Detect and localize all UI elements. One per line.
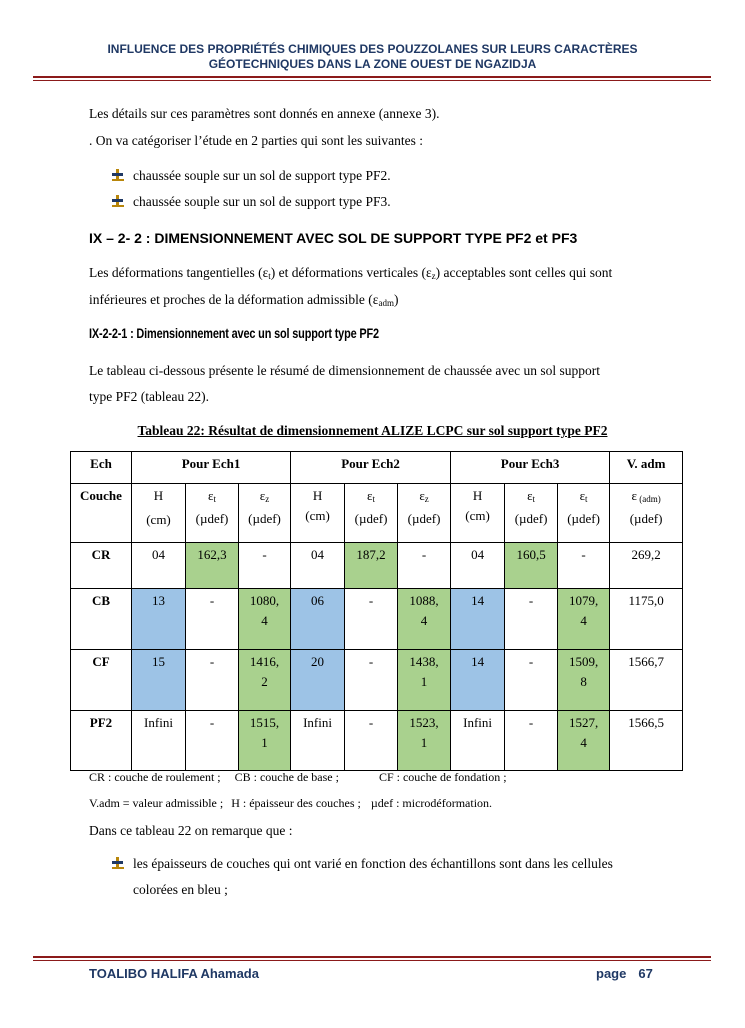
cell: 1527, 4 <box>558 711 610 771</box>
cell: 1079, 4 <box>558 589 610 650</box>
subsection-paragraph-2: type PF2 (tableau 22). <box>89 389 209 404</box>
header-group: Pour Ech1 <box>132 452 291 484</box>
header-couche: Couche <box>71 484 132 543</box>
subheader-eps-t: $\varepsilon_t$ (µdef) <box>345 484 398 543</box>
cell: - <box>505 650 558 711</box>
cell: 1509, 8 <box>558 650 610 711</box>
cell: 14 <box>451 650 505 711</box>
cell: - <box>239 543 291 589</box>
header-ech: Ech <box>71 452 132 484</box>
table-legend-line-2: V.adm = valeur admissible ; H : épaisseur des couches ; µdef : microdéformation. <box>89 796 493 810</box>
table-header-row <box>71 452 683 484</box>
section-heading: IX – 2- 2 : DIMENSIONNEMENT AVEC SOL DE SUPPORT TYPE PF2 et PF3 <box>89 230 578 246</box>
cell: 20 <box>291 650 345 711</box>
results-table <box>70 451 683 771</box>
cell: 1566,7 <box>610 650 683 711</box>
cell: Infini <box>132 711 186 771</box>
cell: 1175,0 <box>610 589 683 650</box>
bullet-icon <box>111 856 125 870</box>
cell: 04 <box>451 543 505 589</box>
cell: 162,3 <box>186 543 239 589</box>
header-line-1: INFLUENCE DES PROPRIÉTÉS CHIMIQUES DES POUZZOLANES SUR LEURS CARACTÈRES <box>107 42 638 56</box>
remark-bullet-line-1: les épaisseurs de couches qui ont varié en fonction des échantillons sont dans les cellules <box>133 856 613 871</box>
cell: 04 <box>132 543 186 589</box>
cell: - <box>505 589 558 650</box>
cell: Infini <box>291 711 345 771</box>
subheader-h: H (cm) <box>132 484 186 543</box>
header-group: Pour Ech2 <box>291 452 451 484</box>
bullet-item: chaussée souple sur un sol de support type PF2. <box>133 168 391 183</box>
cell: 187,2 <box>345 543 398 589</box>
cell: 13 <box>132 589 186 650</box>
table-row <box>71 589 683 650</box>
subheader-eps-adm: ε $_{(adm)}$ (µdef) <box>610 484 683 543</box>
header-rule-thin <box>33 80 711 81</box>
section-paragraph-line-1: Les déformations tangentielles $(\varepsilon_t)$ et déformations verticales $(\varepsilon_z)$ acceptables sont celles qui sont <box>89 265 613 281</box>
row-label: PF2 <box>71 711 132 771</box>
page-header <box>60 42 685 72</box>
footer-author: TOALIBO HALIFA Ahamada <box>89 966 259 981</box>
subheader-eps-z: $\varepsilon_z$ (µdef) <box>239 484 291 543</box>
table-row <box>71 543 683 589</box>
cell: 1523, 1 <box>398 711 451 771</box>
cell: Infini <box>451 711 505 771</box>
bullet-icon <box>111 168 125 182</box>
cell: 1438, 1 <box>398 650 451 711</box>
cell: - <box>186 650 239 711</box>
footer-rule-thin <box>33 960 711 961</box>
cell: 14 <box>451 589 505 650</box>
cell: - <box>186 711 239 771</box>
subsection-paragraph-1: Le tableau ci-dessous présente le résumé de dimensionnement de chaussée avec un sol support <box>89 363 600 378</box>
cell: 160,5 <box>505 543 558 589</box>
table-legend-line-1: CR : couche de roulement ; CB : couche de base ; CF : couche de fondation ; <box>89 770 507 784</box>
cell: - <box>345 650 398 711</box>
header-group: Pour Ech3 <box>451 452 610 484</box>
remark-bullet-line-2: colorées en bleu ; <box>133 882 228 897</box>
footer-page: page 67 <box>596 966 653 981</box>
cell: - <box>186 589 239 650</box>
cell: - <box>345 711 398 771</box>
cell: 1080, 4 <box>239 589 291 650</box>
intro-paragraph-1: Les détails sur ces paramètres sont donnés en annexe (annexe 3). <box>89 106 440 121</box>
row-label: CB <box>71 589 132 650</box>
bullet-item: chaussée souple sur un sol de support type PF3. <box>133 194 391 209</box>
subheader-eps-t: $\varepsilon_t$ (µdef) <box>505 484 558 543</box>
intro-paragraph-2: . On va catégoriser l’étude en 2 parties qui sont les suivantes : <box>89 133 424 148</box>
subsection-heading: IX-2-2-1 : Dimensionnement avec un sol support type PF2 <box>89 325 379 341</box>
table-row <box>71 650 683 711</box>
cell: 269,2 <box>610 543 683 589</box>
table-row <box>71 711 683 771</box>
cell: - <box>398 543 451 589</box>
header-line-2: GÉOTECHNIQUES DANS LA ZONE OUEST DE NGAZIDJA <box>208 57 537 71</box>
table-caption: Tableau 22: Résultat de dimensionnement ALIZE LCPC sur sol support type PF2 <box>137 423 608 438</box>
footer-rule <box>33 956 711 958</box>
cell: 06 <box>291 589 345 650</box>
bullet-icon <box>111 194 125 208</box>
subheader-h: H (cm) <box>291 484 345 543</box>
subheader-h: H (cm) <box>451 484 505 543</box>
header-rule <box>33 76 711 78</box>
row-label: CR <box>71 543 132 589</box>
header-vadm: V. adm <box>610 452 683 484</box>
row-label: CF <box>71 650 132 711</box>
subheader-eps-t: $\varepsilon_t$ (µdef) <box>558 484 610 543</box>
cell: 1088, 4 <box>398 589 451 650</box>
cell: 1566,5 <box>610 711 683 771</box>
cell: 15 <box>132 650 186 711</box>
cell: 1515, 1 <box>239 711 291 771</box>
subheader-eps-t: $\varepsilon_t$ (µdef) <box>186 484 239 543</box>
subheader-eps-z: $\varepsilon_z$ (µdef) <box>398 484 451 543</box>
table-subheader-row <box>71 484 683 543</box>
section-paragraph-line-2: inférieures et proches de la déformation admissible $(\varepsilon_{adm})$ <box>89 292 399 308</box>
cell: - <box>558 543 610 589</box>
cell: - <box>345 589 398 650</box>
remark-paragraph: Dans ce tableau 22 on remarque que : <box>89 823 293 838</box>
cell: 04 <box>291 543 345 589</box>
cell: 1416, 2 <box>239 650 291 711</box>
cell: - <box>505 711 558 771</box>
